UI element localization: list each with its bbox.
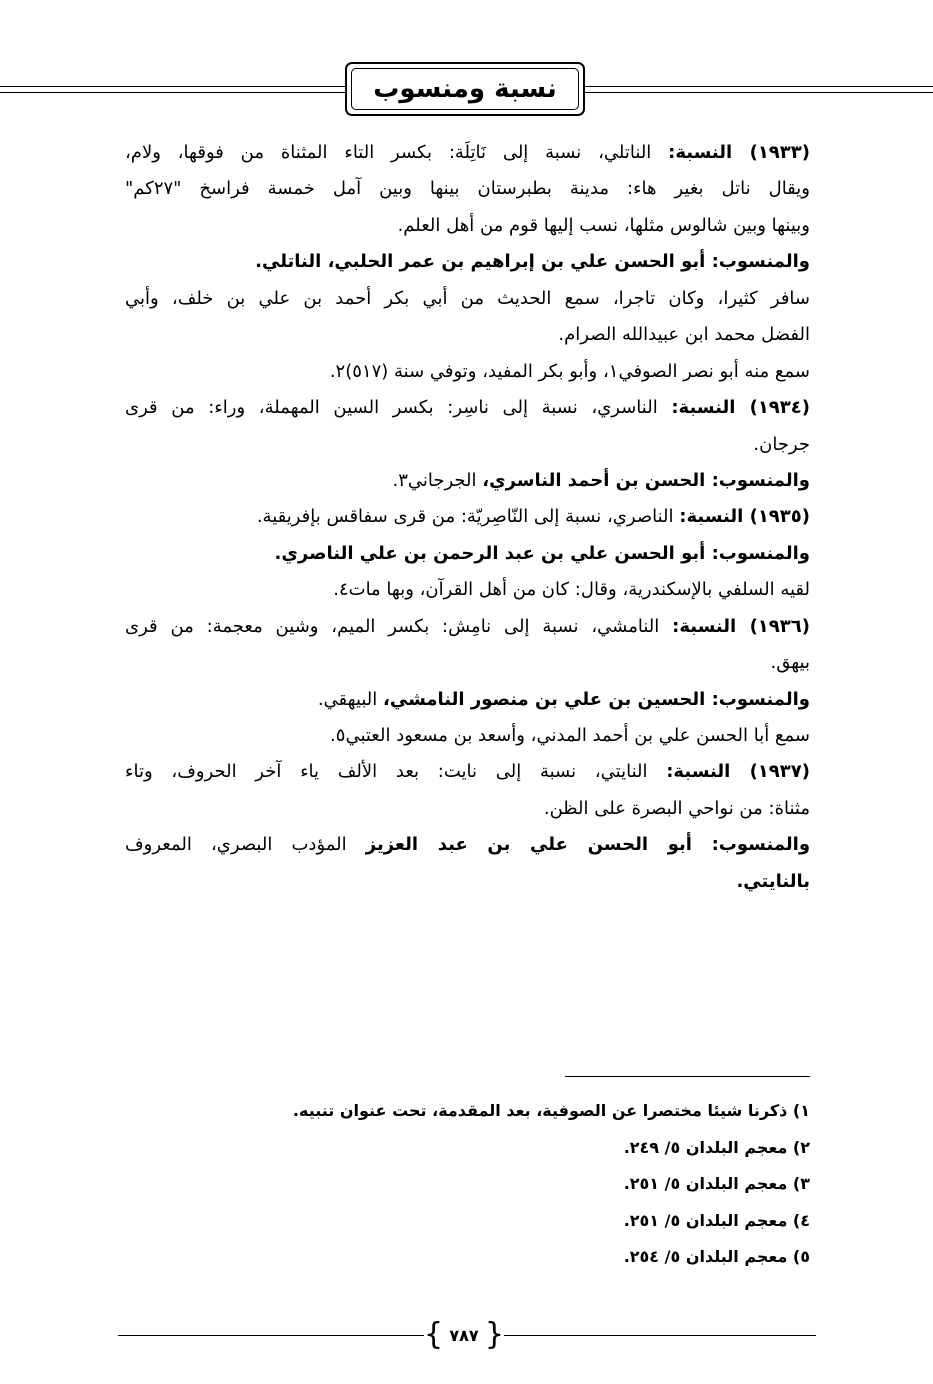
page-number-rule-right xyxy=(504,1335,816,1336)
text-segment: ويقال ناتل بغير هاء: مدينة بطبرستان بينها وبين آمل خمسة فراسخ "٢٧كم" xyxy=(125,178,810,200)
text-segment: النامشي، نسبة إلى نامِش: بكسر الميم، وشين معجمة: من قرى xyxy=(125,615,673,637)
bold-text: والمنسوب: أبو الحسن علي بن إبراهيم بن عمر الحلبي، الناتلي. xyxy=(255,251,810,273)
text-segment: سافر كثيرا، وكان تاجرا، سمع الحديث من أبي بكر أحمد بن علي بن خلف، وأبي xyxy=(125,287,810,309)
header-rule-left-bottom xyxy=(0,92,345,93)
text-line xyxy=(125,572,810,608)
text-segment: بيهق. xyxy=(770,652,810,674)
text-segment: سمع أبا الحسن علي بن أحمد المدني، وأسعد بن مسعود العتبي٥. xyxy=(330,725,810,746)
text-line xyxy=(125,171,810,207)
text-segment: لقيه السلفي بالإسكندرية، وقال: كان من أهل القرآن، وبها مات٤. xyxy=(333,579,810,601)
text-line xyxy=(125,208,810,244)
text-line xyxy=(125,682,810,718)
text-line xyxy=(125,427,810,463)
text-line xyxy=(125,135,810,171)
page-number: ٧٨٧ xyxy=(449,1325,479,1345)
text-segment: الناصري، نسبة إلى النّاصِريّة: من قرى سفاقس بإفريقية. xyxy=(256,506,680,528)
text-line xyxy=(125,317,810,353)
text-segment: النايتي، نسبة إلى نايت: بعد الألف ياء آخر الحروف، وتاء xyxy=(125,761,667,783)
bold-text: والمنسوب: أبو الحسن علي بن عبد العزيز xyxy=(365,834,810,856)
text-line xyxy=(125,718,810,754)
page-number-rule-left xyxy=(118,1335,424,1336)
left-brace-icon: { xyxy=(424,1317,444,1352)
text-segment: الجرجاني٣. xyxy=(392,469,483,491)
footnotes xyxy=(292,1093,810,1276)
text-line xyxy=(125,499,810,535)
footnote: ٣) معجم البلدان ٥/ ٢٥١. xyxy=(623,1174,810,1193)
header-rule-right-top xyxy=(585,86,933,87)
text-line xyxy=(125,536,810,572)
text-segment: سمع منه أبو نصر الصوفي١، وأبو بكر المفيد، وتوفي سنة (٥١٧)٢. xyxy=(329,360,810,382)
text-segment: مثناة: من نواحي البصرة على الظن. xyxy=(543,797,810,819)
footnote: ١) ذكرنا شيئا مختصرا عن الصوفية، بعد المقدمة، تحت عنوان تنبيه. xyxy=(292,1101,810,1120)
text-segment: وبينها وبين شالوس مثلها، نسب إليها قوم من أهل العلم. xyxy=(397,214,810,236)
text-segment: جرجان. xyxy=(753,433,810,455)
text-segment: المؤدب البصري، المعروف xyxy=(125,834,366,856)
right-brace-icon: } xyxy=(484,1317,504,1352)
text-line xyxy=(125,645,810,681)
header-rule-left-top xyxy=(0,86,345,87)
header-rule-right-bottom xyxy=(585,92,933,93)
main-text xyxy=(125,135,810,900)
text-line xyxy=(125,244,810,280)
bold-text: بالنايتي. xyxy=(736,870,810,892)
text-line xyxy=(125,281,810,317)
text-segment: الناتلي، نسبة إلى نَاتِلَة: بكسر التاء المثناة من فوقها، ولام، xyxy=(125,142,669,163)
bold-text: (١٩٣٧) النسبة: xyxy=(666,761,810,783)
bold-text: والمنسوب: أبو الحسن علي بن عبد الرحمن بن علي الناصري. xyxy=(274,542,810,564)
text-line xyxy=(125,354,810,390)
footnote: ٤) معجم البلدان ٥/ ٢٥١. xyxy=(623,1210,810,1230)
bold-text: (١٩٣٦) النسبة: xyxy=(672,615,810,637)
text-line xyxy=(125,791,810,827)
running-header-title: نسبة ومنسوب xyxy=(351,68,579,110)
text-line xyxy=(125,864,810,900)
running-header-box xyxy=(345,62,585,116)
bold-text: والمنسوب: الحسين بن علي بن منصور النامشي، xyxy=(383,688,810,710)
bold-text: (١٩٣٥) النسبة: xyxy=(679,506,810,528)
text-line xyxy=(125,609,810,645)
page-number-frame xyxy=(424,1318,504,1352)
footnote: ٢) معجم البلدان ٥/ ٢٤٩. xyxy=(623,1137,810,1157)
bold-text: (١٩٣٣) النسبة: xyxy=(668,142,810,163)
bold-text: (١٩٣٤) النسبة: xyxy=(671,397,810,419)
bold-text: والمنسوب: الحسن بن أحمد الناسري، xyxy=(482,469,810,491)
text-segment: الناسري، نسبة إلى ناسِر: بكسر السين المهملة، وراء: من قرى xyxy=(125,397,672,419)
text-line xyxy=(125,754,810,790)
text-line xyxy=(125,827,810,863)
text-line xyxy=(125,390,810,426)
footnote: ٥) معجم البلدان ٥/ ٢٥٤. xyxy=(623,1247,810,1266)
text-segment: الفضل محمد ابن عبيدالله الصرام. xyxy=(558,324,810,346)
footnote-separator xyxy=(565,1076,810,1077)
text-segment: البيهقي. xyxy=(317,688,384,710)
text-line xyxy=(125,463,810,499)
